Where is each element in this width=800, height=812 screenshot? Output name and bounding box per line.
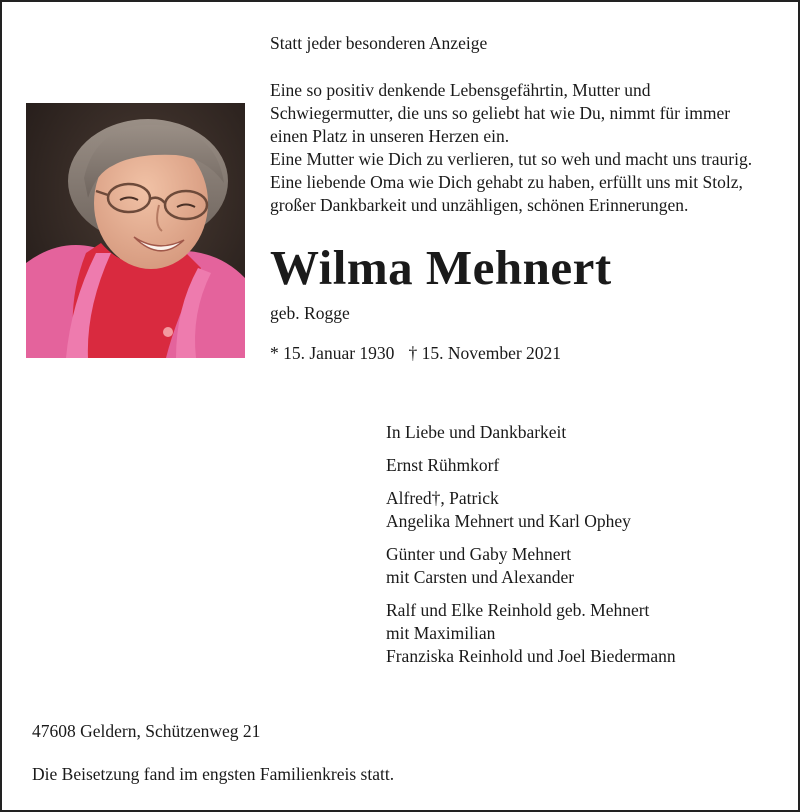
mourner-line: Angelika Mehnert und Karl Ophey [386,511,631,531]
mourner-line: Ralf und Elke Reinhold geb. Mehnert [386,600,650,620]
deceased-name: Wilma Mehnert [270,240,612,295]
address: 47608 Geldern, Schützenweg 21 [32,721,261,741]
mourner-line: Günter und Gaby Mehnert [386,544,572,564]
family-group [386,454,676,477]
poem-line: einen Platz in unseren Herzen ein. [270,126,510,146]
portrait-photo [26,103,245,358]
mourner-line: mit Carsten und Alexander [386,567,575,587]
poem-line: Eine liebende Oma wie Dich gehabt zu haben, erfüllt uns mit Stolz, [270,172,743,192]
family-mourners [386,421,676,678]
mourner-line: Ernst Rühmkorf [386,455,500,475]
death-date: † 15. November 2021 [408,343,562,363]
birth-date: * 15. Januar 1930 [270,343,395,363]
family-intro: In Liebe und Dankbarkeit [386,422,567,442]
family-group [386,543,676,589]
mourner-line: Franziska Reinhold und Joel Biedermann [386,646,676,666]
poem-line: großer Dankbarkeit und unzähligen, schönen Erinnerungen. [270,195,689,215]
mourner-line: Alfred†, Patrick [386,488,499,508]
notice-header: Statt jeder besonderen Anzeige [270,33,488,53]
memorial-poem [270,79,752,217]
family-group [386,487,676,533]
family-group [386,599,676,668]
maiden-name: geb. Rogge [270,303,350,323]
mourner-line: mit Maximilian [386,623,496,643]
funeral-note: Die Beisetzung fand im engsten Familienkreis statt. [32,764,395,784]
poem-line: Eine so positiv denkende Lebensgefährtin, Mutter und [270,80,651,100]
poem-line: Schwiegermutter, die uns so geliebt hat wie Du, nimmt für immer [270,103,731,123]
poem-line: Eine Mutter wie Dich zu verlieren, tut so weh und macht uns traurig. [270,149,753,169]
life-dates [270,342,561,365]
